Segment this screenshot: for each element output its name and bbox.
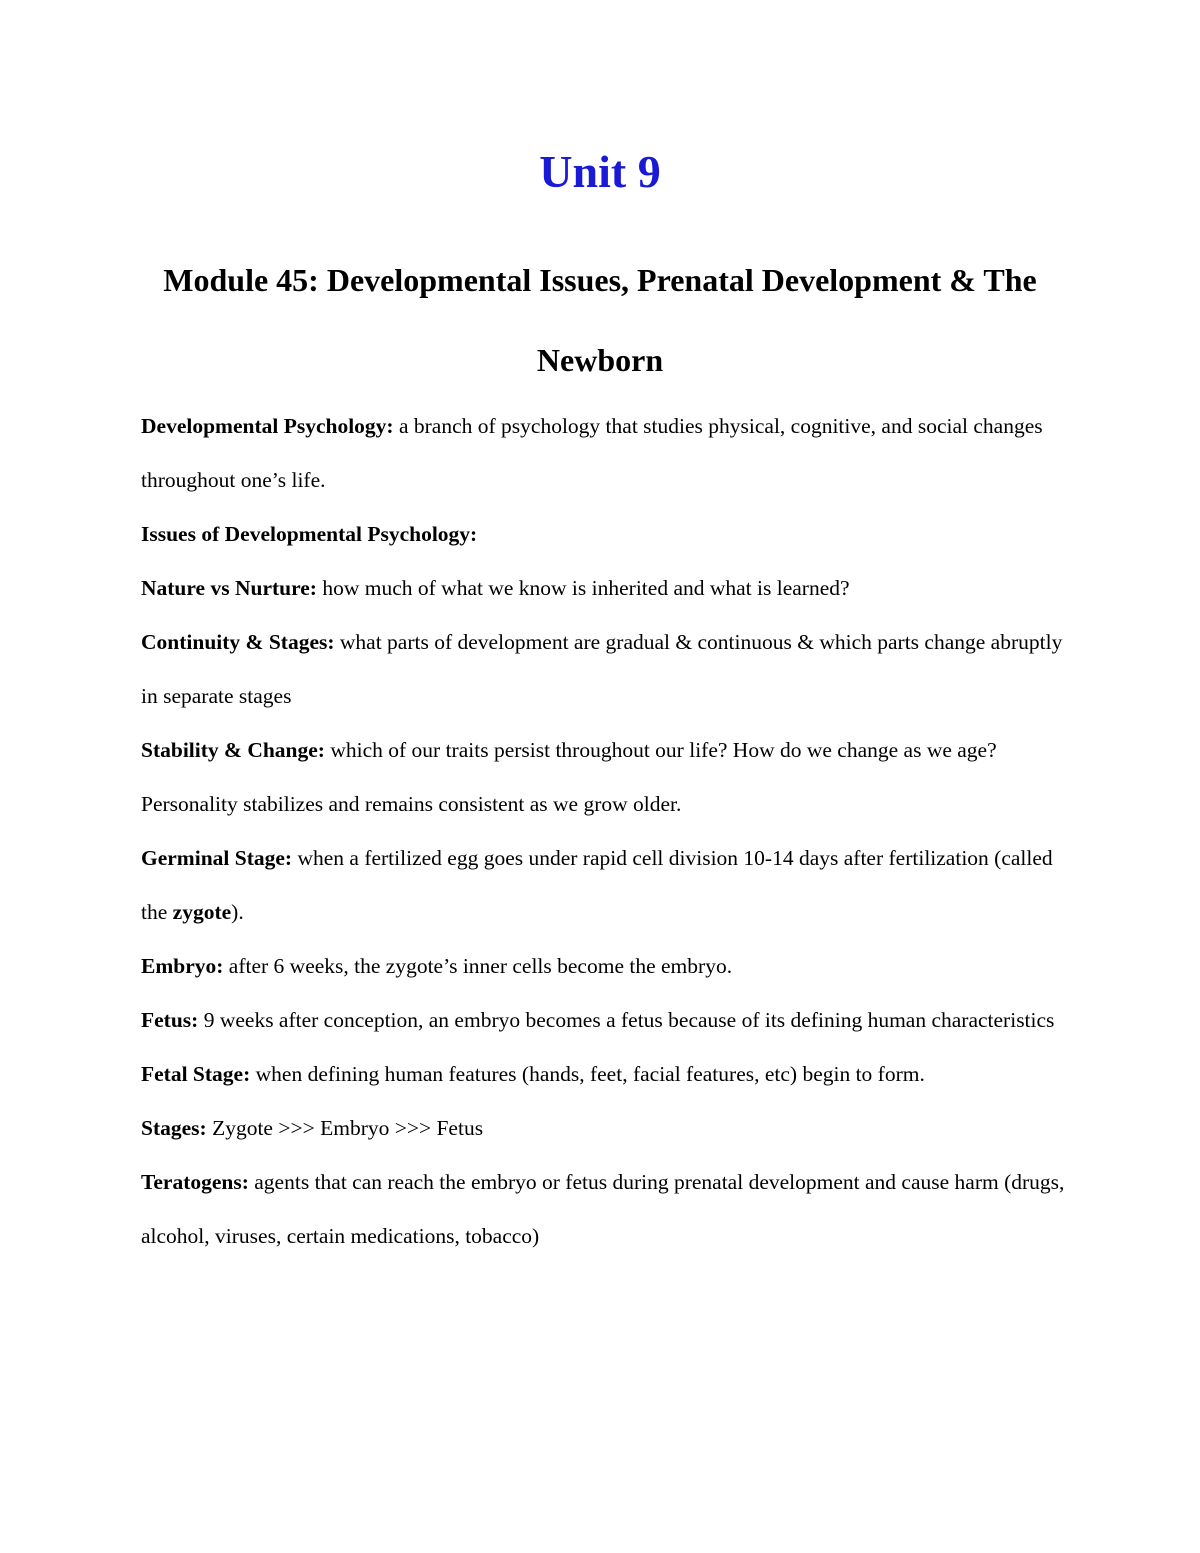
entry-fetus [141,993,1071,1047]
term-label: Stability & Change: [141,738,325,762]
entry-personality-note [141,777,1071,831]
definition-text-end: ). [231,900,244,924]
definition-text: when a fertilized egg goes under rapid cell division 10-14 days after fertilization (called the [141,846,1053,924]
term-label: Teratogens: [141,1170,249,1194]
entry-continuity-stages [141,615,1071,723]
entry-nature-vs-nurture [141,561,1071,615]
term-label: Embryo: [141,954,224,978]
term-label: Stages: [141,1116,207,1140]
term-label: Nature vs Nurture: [141,576,317,600]
definition-text: how much of what we know is inherited and what is learned? [316,576,850,600]
entry-developmental-psychology [141,399,1071,507]
definition-text: which of our traits persist throughout our life? How do we change as we age? [324,738,997,762]
term-label: Developmental Psychology: [141,414,394,438]
term-label: Germinal Stage: [141,846,293,870]
entry-fetal-stage [141,1047,1071,1101]
term-label: Issues of Developmental Psychology: [141,522,478,546]
definition-text: Zygote >>> Embryo >>> Fetus [206,1116,484,1140]
definition-text: a branch of psychology that studies physical, cognitive, and social changes throughout one’s life. [141,414,1043,492]
definition-text: after 6 weeks, the zygote’s inner cells become the embryo. [223,954,733,978]
term-label: Fetal Stage: [141,1062,251,1086]
definition-text: Personality stabilizes and remains consistent as we grow older. [141,792,682,816]
unit-title: Unit 9 [539,146,661,197]
entry-germinal-stage [141,831,1071,939]
entry-stability-change [141,723,1071,777]
zygote-term: zygote [172,900,232,924]
entry-issues-heading [141,507,1071,561]
entry-teratogens [141,1155,1071,1263]
entry-stages [141,1101,1071,1155]
definition-text: what parts of development are gradual & continuous & which parts change abruptly in separate stages [141,630,1063,708]
term-label: Fetus: [141,1008,199,1032]
notes-body [141,399,1071,1263]
definition-text: 9 weeks after conception, an embryo becomes a fetus because of its defining human characteristics [198,1008,1055,1032]
definition-text: when defining human features (hands, feet, facial features, etc) begin to form. [250,1062,925,1086]
module-title: Module 45: Developmental Issues, Prenatal Development & The Newborn [163,262,1037,378]
definition-text: agents that can reach the embryo or fetus during prenatal development and cause harm (drugs, alcohol, viruses, certain medications, tobacco) [141,1170,1065,1248]
entry-embryo [141,939,1071,993]
term-label: Continuity & Stages: [141,630,335,654]
